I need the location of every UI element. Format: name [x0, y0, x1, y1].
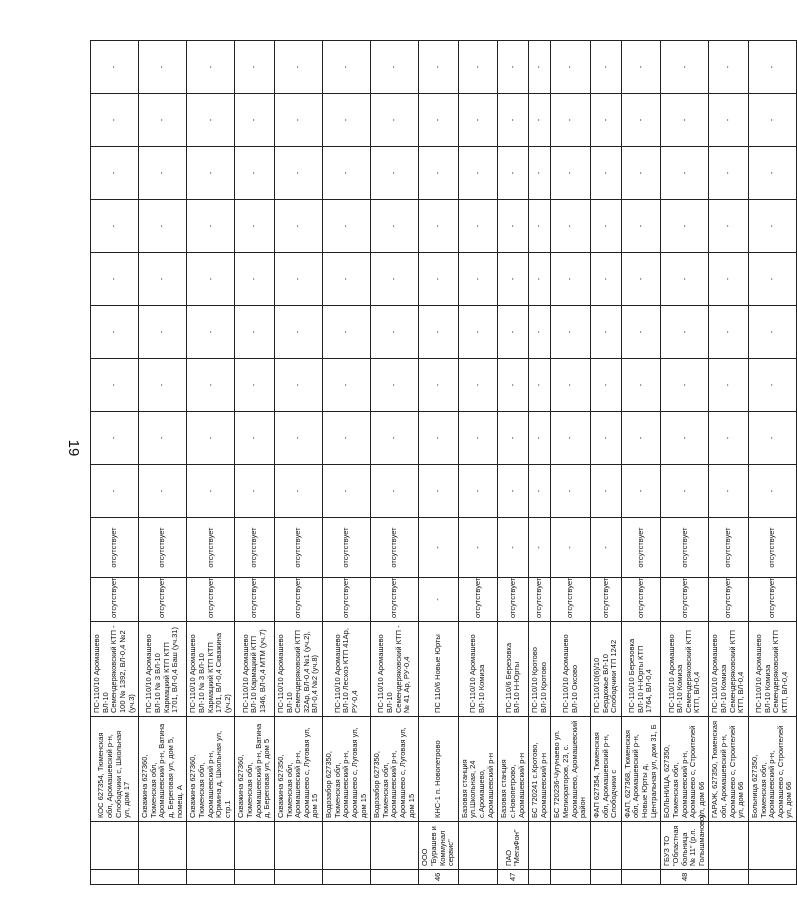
- dash-cell: -: [551, 465, 591, 518]
- status-cell-1: отсутствует: [371, 578, 419, 622]
- dash-cell: -: [458, 253, 498, 306]
- object-cell: Скважина 627360, Тюменская обл, Аромашевский р-н, Ватина д, Береговая ул, дом 5, помещ. А: [139, 717, 187, 822]
- table-row: [709, 41, 749, 885]
- status-cell-2: отсутствует: [371, 518, 419, 578]
- dash-cell: -: [551, 147, 591, 200]
- dash-cell: -: [621, 147, 661, 200]
- dash-cell: -: [529, 412, 551, 465]
- dash-cell: -: [371, 465, 419, 518]
- dash-cell: -: [748, 41, 796, 94]
- row-number-cell: [529, 870, 551, 885]
- dash-cell: -: [419, 200, 459, 253]
- table-row: [590, 41, 621, 885]
- table-row: [371, 41, 419, 885]
- dash-cell: -: [498, 253, 529, 306]
- power-source-cell: ПС-110/10 Кротово ВЛ-10 Кротово: [529, 622, 551, 717]
- dash-cell: -: [590, 147, 621, 200]
- dash-cell: -: [139, 147, 187, 200]
- dash-cell: -: [498, 147, 529, 200]
- status-cell-2: -: [498, 518, 529, 578]
- power-source-cell: ПС-110/10 Аромашево ВЛ-10 № 3 ВЛ-10 Кармацкий КТП КТП 1701, ВЛ-0,4 Скважина (уч.2): [187, 622, 235, 717]
- dash-cell: -: [458, 41, 498, 94]
- status-cell-2: -: [458, 518, 498, 578]
- dash-cell: -: [371, 359, 419, 412]
- dash-cell: -: [529, 306, 551, 359]
- object-cell: КНС-1 п. Новопетрово: [419, 717, 459, 822]
- organization-cell: [709, 822, 749, 870]
- row-number-cell: [235, 870, 275, 885]
- dash-cell: -: [748, 412, 796, 465]
- organization-cell: [551, 822, 591, 870]
- organization-cell: [323, 822, 371, 870]
- status-cell-1: отсутствует: [748, 578, 796, 622]
- dash-cell: -: [274, 41, 322, 94]
- dash-cell: -: [661, 359, 709, 412]
- dash-cell: -: [458, 306, 498, 359]
- dash-cell: -: [91, 253, 139, 306]
- object-cell: Базовая станция ул.Школьная, 24 с.Аромашево, Аромашевский р-н: [458, 717, 498, 822]
- object-cell: Базовая станция с.Новопетрово, Аромашевский р-н: [498, 717, 529, 822]
- object-cell: ГАРАЖ, 627350, Тюменская обл, Аромашевский р-н, Аромашево с, Строителей ул, дом 66: [709, 717, 749, 822]
- table-row: [323, 41, 371, 885]
- dash-cell: -: [621, 412, 661, 465]
- dash-cell: -: [323, 200, 371, 253]
- status-cell-1: отсутствует: [139, 578, 187, 622]
- dash-cell: -: [661, 41, 709, 94]
- table-row: [621, 41, 661, 885]
- dash-cell: -: [419, 412, 459, 465]
- dash-cell: -: [235, 253, 275, 306]
- dash-cell: -: [529, 200, 551, 253]
- dash-cell: -: [91, 94, 139, 147]
- table-row: [551, 41, 591, 885]
- dash-cell: -: [661, 412, 709, 465]
- table-row: [91, 41, 139, 885]
- dash-cell: -: [529, 94, 551, 147]
- dash-cell: -: [709, 253, 749, 306]
- dash-cell: -: [187, 253, 235, 306]
- dash-cell: -: [187, 94, 235, 147]
- dash-cell: -: [621, 359, 661, 412]
- dash-cell: -: [551, 94, 591, 147]
- row-number-cell: [371, 870, 419, 885]
- status-cell-1: отсутствует: [91, 578, 139, 622]
- dash-cell: -: [371, 41, 419, 94]
- power-source-cell: ПС-110/10 Аромашево ВЛ-10 Комиза Семендеряковский КТП КТП, ВЛ-0,4: [709, 622, 749, 717]
- status-cell-2: отсутствует: [274, 518, 322, 578]
- dash-cell: -: [274, 147, 322, 200]
- power-source-cell: ПС-110/10 Аромашево ВЛ-10 Комиза Семендеряковский КТП КТП, ВЛ-0,4: [661, 622, 709, 717]
- dash-cell: -: [187, 200, 235, 253]
- dash-cell: -: [590, 465, 621, 518]
- dash-cell: -: [187, 412, 235, 465]
- organization-cell: [748, 822, 796, 870]
- dash-cell: -: [235, 94, 275, 147]
- dash-cell: -: [498, 359, 529, 412]
- dash-cell: -: [235, 41, 275, 94]
- dash-cell: -: [187, 147, 235, 200]
- power-source-cell: ПС-110/10 Аромашево ВЛ-10 Комиза: [458, 622, 498, 717]
- object-cell: БС 720241 с.Кротово, Аромашевский р-н: [529, 717, 551, 822]
- dash-cell: -: [551, 41, 591, 94]
- status-cell-1: отсутствует: [621, 578, 661, 622]
- object-cell: Скважина 627360, Тюменская обл, Аромашевский р-н, Ватина д, Береговая ул, дом 5: [235, 717, 275, 822]
- status-cell-1: отсутствует: [498, 578, 529, 622]
- dash-cell: -: [748, 200, 796, 253]
- dash-cell: -: [529, 253, 551, 306]
- dash-cell: -: [748, 359, 796, 412]
- dash-cell: -: [458, 147, 498, 200]
- object-cell: Водозабор 627350, Тюменская обл, Аромашевский р-н, Аромашево с, Луговая ул, дом 15: [323, 717, 371, 822]
- status-cell-1: отсутствует: [187, 578, 235, 622]
- status-cell-1: отсутствует: [235, 578, 275, 622]
- dash-cell: -: [551, 412, 591, 465]
- dash-cell: -: [661, 465, 709, 518]
- dash-cell: -: [748, 306, 796, 359]
- dash-cell: -: [621, 465, 661, 518]
- dash-cell: -: [458, 412, 498, 465]
- dash-cell: -: [709, 359, 749, 412]
- power-source-cell: ПС-110/10 Аромашево ВЛ-10 Лесхоз КТП 41Ар, РУ-0,4: [323, 622, 371, 717]
- status-cell-2: отсутствует: [187, 518, 235, 578]
- dash-cell: -: [274, 412, 322, 465]
- row-number-cell: [748, 870, 796, 885]
- status-cell-2: -: [590, 518, 621, 578]
- dash-cell: -: [709, 94, 749, 147]
- row-number-cell: [91, 870, 139, 885]
- dash-cell: -: [187, 465, 235, 518]
- organization-cell: [458, 822, 498, 870]
- dash-cell: -: [323, 359, 371, 412]
- dash-cell: -: [621, 200, 661, 253]
- dash-cell: -: [139, 94, 187, 147]
- dash-cell: -: [661, 200, 709, 253]
- dash-cell: -: [529, 359, 551, 412]
- dash-cell: -: [91, 306, 139, 359]
- dash-cell: -: [551, 359, 591, 412]
- dash-cell: -: [91, 465, 139, 518]
- dash-cell: -: [187, 41, 235, 94]
- dash-cell: -: [419, 253, 459, 306]
- dash-cell: -: [235, 200, 275, 253]
- dash-cell: -: [590, 359, 621, 412]
- organization-cell: [91, 822, 139, 870]
- power-source-cell: ПС-110/10 Березовка ВЛ-10 Н-Юрты КТП 1764, ВЛ-0,4: [621, 622, 661, 717]
- power-source-cell: ПС-110/10 Аромашево ВЛ-10 Комиза Семендеряковский КТП КТП, ВЛ-0,4: [748, 622, 796, 717]
- table-row: [187, 41, 235, 885]
- object-cell: Скважина 627360, Тюменская обл, Аромашевский р-н, Юрмина д, Школьная ул, стр.1: [187, 717, 235, 822]
- status-cell-1: отсутствует: [661, 578, 709, 622]
- dash-cell: -: [590, 253, 621, 306]
- dash-cell: -: [139, 412, 187, 465]
- object-cell: Больница 627350, Тюменская обл, Аромашевский р-н, Аромашево с, Строителей ул, дом 66: [748, 717, 796, 822]
- dash-cell: -: [187, 359, 235, 412]
- dash-cell: -: [661, 147, 709, 200]
- dash-cell: -: [371, 200, 419, 253]
- status-cell-2: -: [551, 518, 591, 578]
- dash-cell: -: [323, 412, 371, 465]
- table-row: [529, 41, 551, 885]
- dash-cell: -: [529, 147, 551, 200]
- dash-cell: -: [551, 306, 591, 359]
- object-cell: БС 720236-Чугунаево ул. Мелиораторов, 23, с. Аромашево, Аромашевский район: [551, 717, 591, 822]
- status-cell-2: отсутствует: [323, 518, 371, 578]
- table-row: [498, 41, 529, 885]
- dash-cell: -: [235, 465, 275, 518]
- dash-cell: -: [529, 465, 551, 518]
- dash-cell: -: [139, 306, 187, 359]
- table-row: [661, 41, 709, 885]
- object-cell: Скважина 627350, Тюменская обл, Аромашевский р-н, Аромашево с, Луговая ул, дом 15: [274, 717, 322, 822]
- organization-cell: [529, 822, 551, 870]
- dash-cell: -: [371, 412, 419, 465]
- dash-cell: -: [139, 253, 187, 306]
- dash-cell: -: [235, 306, 275, 359]
- dash-cell: -: [498, 412, 529, 465]
- organization-cell: [274, 822, 322, 870]
- status-cell-1: отсутствует: [551, 578, 591, 622]
- row-number-cell: 47: [498, 870, 529, 885]
- status-cell-2: отсутствует: [91, 518, 139, 578]
- dash-cell: -: [91, 412, 139, 465]
- dash-cell: -: [419, 147, 459, 200]
- dash-cell: -: [498, 465, 529, 518]
- row-number-cell: [139, 870, 187, 885]
- status-cell-1: отсутствует: [590, 578, 621, 622]
- row-number-cell: [323, 870, 371, 885]
- object-cell: БОЛЬНИЦА, 627350, Тюменская обл, Аромашевский р-н, Аромашево с, Строителей ул, дом 66: [661, 717, 709, 822]
- table-row: [458, 41, 498, 885]
- dash-cell: -: [419, 306, 459, 359]
- rotated-table-sheet: [90, 40, 794, 885]
- dash-cell: -: [419, 359, 459, 412]
- dash-cell: -: [621, 306, 661, 359]
- row-number-cell: [274, 870, 322, 885]
- status-cell-1: отсутствует: [709, 578, 749, 622]
- organization-cell: [139, 822, 187, 870]
- organization-cell: ООО "Бурашев и Коммунал сервис": [419, 822, 459, 870]
- dash-cell: -: [458, 465, 498, 518]
- dash-cell: -: [91, 147, 139, 200]
- dash-cell: -: [274, 253, 322, 306]
- table-row: [235, 41, 275, 885]
- dash-cell: -: [590, 200, 621, 253]
- dash-cell: -: [371, 147, 419, 200]
- row-number-cell: [187, 870, 235, 885]
- power-source-cell: ПС-110/10 Аромашево ВЛ-10 Семендеряковский КТП - № 41 Ар, РУ-0,4: [371, 622, 419, 717]
- dash-cell: -: [187, 306, 235, 359]
- dash-cell: -: [274, 359, 322, 412]
- dash-cell: -: [748, 147, 796, 200]
- power-supply-table: [90, 40, 797, 885]
- row-number-cell: [458, 870, 498, 885]
- dash-cell: -: [323, 94, 371, 147]
- power-source-cell: ПС 110/6 Новые Юрты: [419, 622, 459, 717]
- dash-cell: -: [323, 306, 371, 359]
- table-body: [91, 41, 797, 885]
- dash-cell: -: [139, 359, 187, 412]
- row-number-cell: [709, 870, 749, 885]
- dash-cell: -: [139, 41, 187, 94]
- organization-cell: [235, 822, 275, 870]
- status-cell-2: отсутствует: [661, 518, 709, 578]
- organization-cell: [371, 822, 419, 870]
- dash-cell: -: [551, 200, 591, 253]
- dash-cell: -: [419, 94, 459, 147]
- dash-cell: -: [323, 41, 371, 94]
- dash-cell: -: [458, 200, 498, 253]
- dash-cell: -: [139, 200, 187, 253]
- dash-cell: -: [621, 41, 661, 94]
- dash-cell: -: [709, 200, 749, 253]
- dash-cell: -: [661, 94, 709, 147]
- dash-cell: -: [323, 147, 371, 200]
- table-row: [748, 41, 796, 885]
- dash-cell: -: [709, 41, 749, 94]
- status-cell-2: -: [529, 518, 551, 578]
- dash-cell: -: [590, 94, 621, 147]
- dash-cell: -: [621, 94, 661, 147]
- dash-cell: -: [371, 94, 419, 147]
- dash-cell: -: [621, 253, 661, 306]
- dash-cell: -: [709, 465, 749, 518]
- status-cell-1: отсутствует: [274, 578, 322, 622]
- row-number-cell: [590, 870, 621, 885]
- object-cell: КОС 627354, Тюменская обл, Аромашевский р-н, Слободчики с, Школьная ул, дом 17: [91, 717, 139, 822]
- dash-cell: -: [235, 359, 275, 412]
- table-row: [139, 41, 187, 885]
- dash-cell: -: [274, 200, 322, 253]
- status-cell-1: отсутствует: [458, 578, 498, 622]
- dash-cell: -: [419, 465, 459, 518]
- power-source-cell: ПС-110/10(6)/10 Бердюжье ВЛ-10 Слободчики ТП 1242: [590, 622, 621, 717]
- dash-cell: -: [371, 306, 419, 359]
- dash-cell: -: [709, 147, 749, 200]
- power-source-cell: ПС-110/10 Аромашево ВЛ-10 Семендеряковский КТП - 100 № 1392, ВЛ-0,4 №2 (уч.3): [91, 622, 139, 717]
- dash-cell: -: [748, 465, 796, 518]
- dash-cell: -: [274, 94, 322, 147]
- dash-cell: -: [139, 465, 187, 518]
- dash-cell: -: [91, 359, 139, 412]
- object-cell: ФАП, 627368, Тюменская обл, Аромашевский р-н, Новые Юрты д, Центральная ул, дом 31, Б: [621, 717, 661, 822]
- dash-cell: -: [498, 306, 529, 359]
- status-cell-1: отсутствует: [529, 578, 551, 622]
- status-cell-2: отсутствует: [748, 518, 796, 578]
- power-source-cell: ПС-110/10 Аромашево ВЛ-10 Кармацкий КТП 1346, ВЛ-0,4 МТМ (уч.7): [235, 622, 275, 717]
- power-source-cell: ПС-110/10 Аромашево ВЛ-10 Оксово: [551, 622, 591, 717]
- dash-cell: -: [590, 41, 621, 94]
- dash-cell: -: [551, 253, 591, 306]
- organization-cell: ПАО "МегаФон": [498, 822, 529, 870]
- dash-cell: -: [498, 94, 529, 147]
- dash-cell: -: [419, 41, 459, 94]
- status-cell-2: отсутствует: [139, 518, 187, 578]
- status-cell-1: -: [419, 578, 459, 622]
- organization-cell: [621, 822, 661, 870]
- dash-cell: -: [661, 306, 709, 359]
- power-source-cell: ПС-110/10 Аромашево ВЛ-10 Семендеряковский КТП 32Ар, ВЛ-0,4 №1 (уч.2), ВЛ-0,4 №2 (уч.8): [274, 622, 322, 717]
- status-cell-2: отсутствует: [621, 518, 661, 578]
- dash-cell: -: [235, 412, 275, 465]
- dash-cell: -: [498, 41, 529, 94]
- organization-cell: [187, 822, 235, 870]
- status-cell-2: -: [419, 518, 459, 578]
- dash-cell: -: [323, 465, 371, 518]
- dash-cell: -: [748, 253, 796, 306]
- dash-cell: -: [498, 200, 529, 253]
- row-number-cell: [551, 870, 591, 885]
- object-cell: Водозабор 627350, Тюменская обл, Аромашевский р-н, Аромашево с, Луговая ул, дом 15: [371, 717, 419, 822]
- dash-cell: -: [590, 306, 621, 359]
- organization-cell: [590, 822, 621, 870]
- dash-cell: -: [458, 359, 498, 412]
- page-number: 19: [65, 439, 82, 457]
- dash-cell: -: [458, 94, 498, 147]
- dash-cell: -: [91, 41, 139, 94]
- row-number-cell: 48: [661, 870, 709, 885]
- dash-cell: -: [709, 306, 749, 359]
- status-cell-2: отсутствует: [709, 518, 749, 578]
- dash-cell: -: [235, 147, 275, 200]
- table-row: [274, 41, 322, 885]
- row-number-cell: [621, 870, 661, 885]
- dash-cell: -: [748, 94, 796, 147]
- dash-cell: -: [661, 253, 709, 306]
- object-cell: ФАП 627354, Тюменская обл, Аромашевский р-н, Слободчики с: [590, 717, 621, 822]
- dash-cell: -: [323, 253, 371, 306]
- power-source-cell: ПС-110/10 Аромашево ВЛ-10 № 3 ВЛ-10 Кармацкий КТП КТП 1701, ВЛ-0,4 Баш (уч.31): [139, 622, 187, 717]
- dash-cell: -: [529, 41, 551, 94]
- dash-cell: -: [91, 200, 139, 253]
- dash-cell: -: [274, 465, 322, 518]
- table-row: [419, 41, 459, 885]
- status-cell-2: отсутствует: [235, 518, 275, 578]
- dash-cell: -: [590, 412, 621, 465]
- power-source-cell: ПС-110/6 Березовка ВЛ-10 Н-Юрты: [498, 622, 529, 717]
- row-number-cell: 46: [419, 870, 459, 885]
- dash-cell: -: [274, 306, 322, 359]
- organization-cell: ГБУЗ ТО "Областная больница № 11" (р.п. Голышманово): [661, 822, 709, 870]
- dash-cell: -: [371, 253, 419, 306]
- dash-cell: -: [709, 412, 749, 465]
- status-cell-1: отсутствует: [323, 578, 371, 622]
